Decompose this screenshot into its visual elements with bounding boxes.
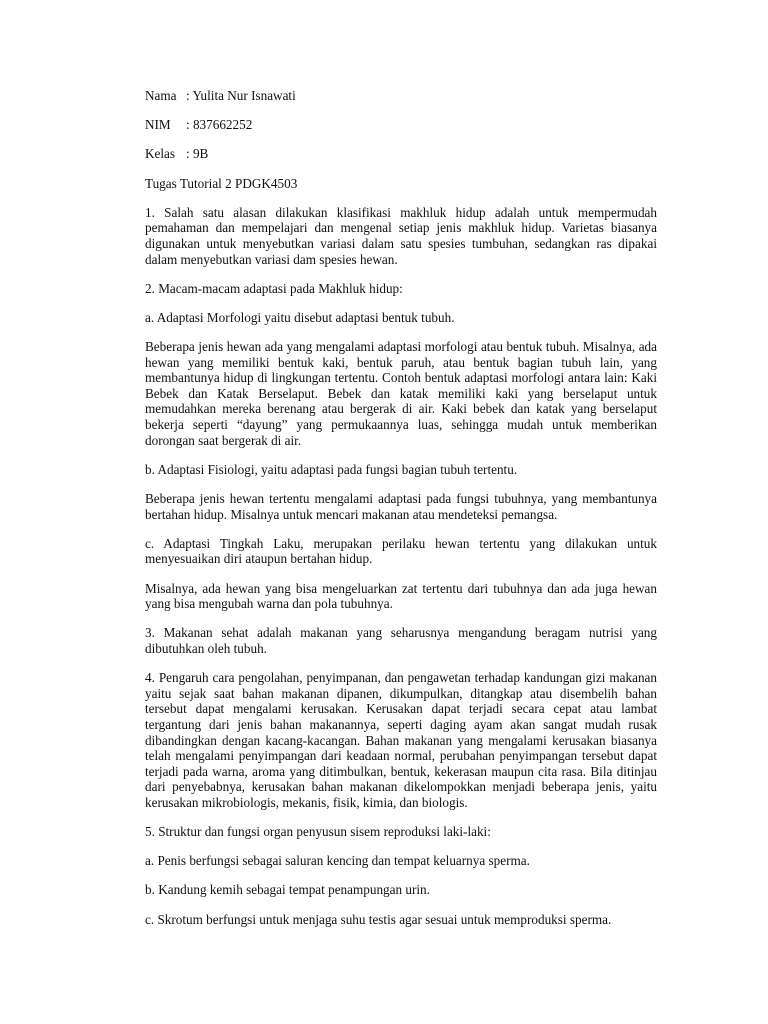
paragraph-answer-1: 1. Salah satu alasan dilakukan klasifikasi makhluk hidup adalah untuk mempermudah pemahaman dan mempelajari dan mengenal setiap jenis makhluk hidup. Varietas biasanya digunakan untuk menyebutkan variasi dalam satu spesies tumbuhan, sedangkan ras dipakai dalam menyebutkan variasi dam spesies hewan. <box>145 204 657 267</box>
paragraph-skrotum: c. Skrotum berfungsi untuk menjaga suhu testis agar sesuai untuk memproduksi sperma. <box>145 911 612 927</box>
paragraph-fisiologi-detail: Beberapa jenis hewan tertentu mengalami adaptasi pada fungsi tubuhnya, yang membantunya bertahan hidup. Misalnya untuk mencari makanan atau mendeteksi pemangsa. <box>145 491 657 522</box>
field-value: : 837662252 <box>186 117 253 133</box>
field-value: : 9B <box>186 146 209 162</box>
document-page <box>145 88 657 941</box>
field-nim <box>145 117 657 133</box>
field-kelas <box>145 146 657 162</box>
field-value: : Yulita Nur Isnawati <box>186 88 296 103</box>
paragraph-kandung-kemih: b. Kandung kemih sebagai tempat penampungan urin. <box>145 882 430 898</box>
paragraph-adaptasi-fisiologi: b. Adaptasi Fisiologi, yaitu adaptasi pada fungsi bagian tubuh tertentu. <box>145 461 518 477</box>
field-label: Nama <box>145 88 177 103</box>
paragraph-answer-2-heading: 2. Macam-macam adaptasi pada Makhluk hidup: <box>145 280 403 296</box>
paragraph-tingkah-laku-detail: Misalnya, ada hewan yang bisa mengeluarkan zat tertentu dari tubuhnya dan ada juga hewan yang bisa mengubah warna dan pola tubuhnya. <box>145 580 657 612</box>
paragraph-penis: a. Penis berfungsi sebagai saluran kencing dan tempat keluarnya sperma. <box>145 853 530 869</box>
paragraph-adaptasi-morfologi: a. Adaptasi Morfologi yaitu disebut adaptasi bentuk tubuh. <box>145 309 455 325</box>
field-label: NIM <box>145 117 171 133</box>
paragraph-adaptasi-tingkah-laku: c. Adaptasi Tingkah Laku, merupakan perilaku hewan tertentu yang dilakukan untuk menyesuaikan diri ataupun bertahan hidup. <box>145 535 657 567</box>
paragraph-answer-5-heading: 5. Struktur dan fungsi organ penyusun sisem reproduksi laki-laki: <box>145 824 491 840</box>
document-title: Tugas Tutorial 2 PDGK4503 <box>145 175 298 191</box>
paragraph-answer-3: 3. Makanan sehat adalah makanan yang seharusnya mengandung beragam nutrisi yang dibutuhkan oleh tubuh. <box>145 625 657 656</box>
paragraph-morfologi-detail: Beberapa jenis hewan ada yang mengalami adaptasi morfologi atau bentuk tubuh. Misalnya, ada hewan yang memiliki bentuk kaki, bentuk paruh, atau bentuk bagian tubuh lain, yang membantunya hidup di lingkungan tertentu. Contoh bentuk adaptasi morfologi antara lain: Kaki Bebek dan Katak Berselaput. Bebek dan katak memiliki kaki yang berselaput untuk memudahkan mereka berenang atau bergerak di air. Kaki bebek dan katak yang berselaput bekerja seperti “dayung” yang permukaannya luas, sehingga mudah untuk memberikan dorongan saat bergerak di air. <box>145 339 657 448</box>
paragraph-answer-4: 4. Pengaruh cara pengolahan, penyimpanan, dan pengawetan terhadap kandungan gizi makanan yaitu sejak saat bahan makanan dipanen, dikumpulkan, ditangkap atau disembelih bahan tersebut dapat mengalami kerusakan. Kerusakan dapat terjadi secara cepat atau lambat tergantung dari jenis bahan makanannya, seperti daging ayam akan sangat mudah rusak dibandingkan dengan kacang-kacangan. Bahan makanan yang mengalami kerusakan biasanya telah mengalami penyimpangan dari keadaan normal, perubahan penyimpangan tersebut dapat terjadi pada warna, aroma yang ditimbulkan, bentuk, kekerasan maupun cita rasa. Bila ditinjau dari penyebabnya, kerusakan bahan makanan dikelompokkan menjadi beberapa jenis, yaitu kerusakan mikrobiologis, mekanis, fisik, kimia, dan biologis. <box>145 670 657 810</box>
field-label: Kelas <box>145 146 176 162</box>
field-nama <box>145 88 657 104</box>
